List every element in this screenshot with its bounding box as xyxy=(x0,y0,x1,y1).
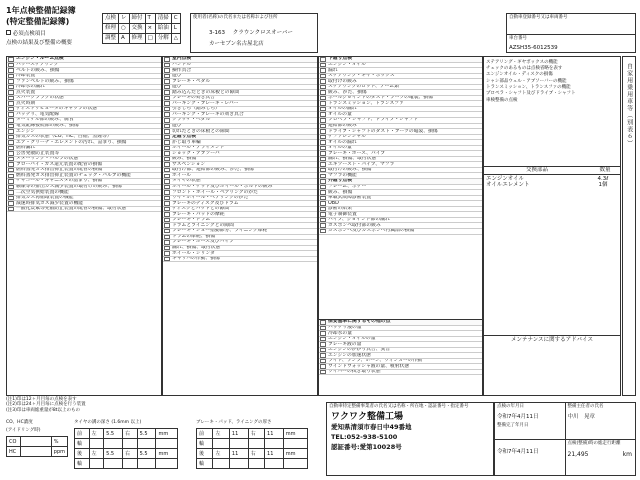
check-box[interactable] xyxy=(8,101,14,106)
checklist-label: ブローバイ・ガス還元装置の配管の損傷 xyxy=(16,162,103,167)
check-box[interactable] xyxy=(164,235,170,240)
chassis-number: AZSH35-6012539 xyxy=(509,45,558,51)
checklist-label: バッテリ液の量 xyxy=(328,325,362,330)
check-box[interactable] xyxy=(164,107,170,112)
check-box[interactable] xyxy=(320,74,326,79)
checklist-label: 操作具合 xyxy=(172,68,192,73)
checklist-label: ディストリビュータのキャップの状態 xyxy=(16,106,98,112)
check-box[interactable] xyxy=(8,68,14,73)
check-box[interactable] xyxy=(320,179,326,184)
inspect-date: 令和7年4月11日 xyxy=(497,414,539,421)
check-box[interactable] xyxy=(320,162,326,167)
check-box[interactable] xyxy=(164,63,170,68)
checklist-label: 踏み込んだときの床板との隙間 xyxy=(172,90,240,95)
legend-cell: A xyxy=(119,34,130,44)
checklist-label: エンジン・オイルの量 xyxy=(328,336,376,342)
legend-cell: ○ xyxy=(119,24,130,34)
check-box[interactable] xyxy=(164,207,170,212)
check-box[interactable] xyxy=(164,79,170,84)
brake-table: 前 左 11 右 11 mm 輪 後 左 11 右 11 mm 輪 xyxy=(196,428,308,469)
check-box[interactable] xyxy=(164,140,170,145)
brake-label: ブレーキ・パッド、ライニングの厚さ xyxy=(196,420,272,425)
check-box[interactable] xyxy=(164,190,170,195)
check-box[interactable] xyxy=(320,320,326,325)
co-hc-label: CO、HC濃度 xyxy=(6,420,33,425)
checklist-label: ブレーキのディスク及びドラム xyxy=(172,201,239,206)
check-box[interactable] xyxy=(164,157,170,162)
check-box[interactable] xyxy=(8,190,14,195)
checklist-label: ショック・アブソーバ xyxy=(172,151,220,156)
checklist-label: エア・クリーナ・エレメントの汚れ、詰まり、損傷 xyxy=(16,140,127,145)
check-box[interactable] xyxy=(8,107,14,112)
checklist-label: 緩み、損傷 xyxy=(172,156,197,162)
check-box[interactable] xyxy=(8,90,14,95)
check-box[interactable] xyxy=(8,179,14,184)
checklist-row xyxy=(163,257,317,263)
checklist-label: ブレーキ・ペダル xyxy=(172,79,211,84)
interior-column xyxy=(162,56,318,396)
check-box[interactable] xyxy=(320,174,326,179)
checklist-label: ステアリング・ギヤ・ボックス xyxy=(328,73,395,79)
legend-cell: 修理 xyxy=(129,34,145,44)
shop-address: 愛知県清須市春日中49番地 xyxy=(331,423,412,432)
checklist-label: 引きしろ（踏みしろ） xyxy=(172,106,220,112)
check-box[interactable] xyxy=(164,162,170,167)
check-box[interactable] xyxy=(320,331,326,336)
check-box[interactable] xyxy=(164,146,170,151)
checklist-label: エンジン・オイル xyxy=(328,62,366,67)
checklist-label: 漏れ xyxy=(328,68,338,73)
check-box[interactable] xyxy=(164,196,170,201)
legend-table xyxy=(102,13,181,44)
checklist-label: 切れたときの床板との隙間 xyxy=(172,129,230,134)
check-box[interactable] xyxy=(320,96,326,101)
check-box[interactable] xyxy=(8,63,14,68)
check-box[interactable] xyxy=(164,229,170,234)
checklist-label: 触媒等の排出ガス減少装置の取付けの緩み、損傷 xyxy=(16,184,122,189)
checklist-label: ホイール xyxy=(172,173,192,178)
check-box[interactable] xyxy=(320,353,326,358)
part-name: エンジンオイル xyxy=(486,175,524,182)
checklist-label: ブレーキ・ドラム xyxy=(172,217,211,223)
check-box[interactable] xyxy=(320,190,326,195)
check-box[interactable] xyxy=(8,96,14,101)
check-box[interactable] xyxy=(320,124,326,129)
side-title-box xyxy=(622,56,636,396)
checklist-label: 漏れ、損傷、取付状態 xyxy=(328,156,377,162)
checklist-label: 冷却装置 xyxy=(16,73,36,79)
checklist-label: サスペンション xyxy=(172,162,206,167)
check-box[interactable] xyxy=(8,74,14,79)
check-box[interactable] xyxy=(320,90,326,95)
document-title: 1年点検整備記録簿 xyxy=(6,6,76,15)
check-box[interactable] xyxy=(320,207,326,212)
check-box[interactable] xyxy=(320,359,326,364)
checklist-label: 点火装置 xyxy=(16,90,36,95)
legend-cell: 給油 xyxy=(155,24,171,34)
checklist-label: 冷却水の量 xyxy=(328,331,352,336)
checklist-label: ウインドウォッシャ液の量、噴射状態 xyxy=(328,364,410,369)
checklist-label: ブレーキ・パッドの摩耗 xyxy=(172,212,225,217)
check-box[interactable] xyxy=(8,196,14,201)
check-box[interactable] xyxy=(164,185,170,190)
check-box[interactable] xyxy=(8,174,14,179)
checklist-label: デファレンシャル xyxy=(328,134,366,140)
check-box[interactable] xyxy=(320,107,326,112)
checklist-label: チャコール・キャニスタの詰まり、損傷 xyxy=(16,179,103,184)
checklist-label: ブレーキ液の量 xyxy=(328,342,362,347)
checklist-label: オイルの量 xyxy=(328,145,352,151)
checklist-label: スパークプラグの状態 xyxy=(16,95,64,101)
checklist-label: パイプ、ジョイント部の漏れ xyxy=(328,217,390,223)
checklist-label: パワーステアリング xyxy=(16,62,59,67)
dates-box: 点検の年月日 令和7年4月11日 整備完了年月日 整備主任者の氏名 中川 晃章 令和7年4月11日 点検(整備)時の総走行距離 21,495 km xyxy=(494,402,636,476)
checklist-label: 保安基準に関するその他の点 xyxy=(328,320,391,325)
checklist-row xyxy=(319,229,482,235)
part-qty: 1個 xyxy=(598,182,608,189)
checklist-label: オイルの漏れ xyxy=(328,140,357,145)
check-box[interactable] xyxy=(164,129,170,134)
checklist-label: 点火時期 xyxy=(16,101,36,106)
part-qty: 4.3ℓ xyxy=(597,175,609,182)
check-box[interactable] xyxy=(8,201,14,206)
check-box[interactable] xyxy=(320,196,326,201)
checklist-label: ターミナル部の緩み、腐食 xyxy=(16,118,74,123)
legend-cell: 交換 xyxy=(129,24,145,34)
check-box[interactable] xyxy=(8,162,14,167)
summary-label: 点検の結果及び整備の概要 xyxy=(6,40,73,46)
checklist-label: リヤ・ホイール・ベアリングのがた xyxy=(172,195,249,201)
dealer-name: カーセブン名古屋北店 xyxy=(209,41,264,47)
shop-box: 自動車特定整備事業者の氏名又は名称・所在地・認証番号・指定番号 ワクワク整備工場 愛知県清須市春日中49番地 TEL:052-938-5100 認証番号:愛第10028号 xyxy=(326,402,494,476)
check-box[interactable] xyxy=(320,151,326,156)
check-box[interactable] xyxy=(8,85,14,90)
shop-tel: TEL:052-938-5100 xyxy=(331,432,398,441)
legend-cell: L xyxy=(171,24,180,34)
checklist-label: 遊び xyxy=(172,84,182,90)
footnote-line: (注3)印は車両総重量が8t以上のもの xyxy=(6,407,81,413)
checklist-label: 排気ガスの状態（CO、HC、白煙、黒煙等） xyxy=(16,134,112,140)
check-box[interactable] xyxy=(320,342,326,347)
checklist-label: ドラムとライニングとの隙間 xyxy=(172,223,234,228)
legend-cell: 点検 xyxy=(103,14,119,24)
part-name: オイルエレメント xyxy=(486,182,530,189)
check-box[interactable] xyxy=(320,129,326,134)
checklist-label: 外廻り点検 xyxy=(328,179,352,184)
checklist-label: ブレーキ・ホース及びパイプ xyxy=(172,240,234,245)
tire-table: 前 左 5.5 右 5.5 mm 輪 後 左 5.5 右 5.5 mm 輪 xyxy=(74,428,178,469)
checklist-label: 下廻り点検 xyxy=(328,57,352,62)
check-box[interactable] xyxy=(8,79,14,84)
check-box[interactable] xyxy=(320,326,326,331)
checklist-label: ライト、ランプ、ホーン、ウィンカーの作動 xyxy=(328,358,423,364)
checklist-label: 取付けの緩み xyxy=(328,79,357,84)
note-item: シャシ部品ウェル・アブソーバーの機能 xyxy=(486,78,567,84)
checklist-label: エンジン xyxy=(16,129,35,134)
checklist-label: ディスクとパッドとの隙間 xyxy=(172,206,230,212)
checklist-label: ガスボンベ及びガスボンベ付属品の損傷 xyxy=(328,228,415,234)
check-box[interactable] xyxy=(320,135,326,140)
check-box[interactable] xyxy=(320,79,326,84)
advice-header: メンテナンスに関するアドバイス xyxy=(484,335,620,345)
check-box[interactable] xyxy=(320,157,326,162)
shop-cert: 認証番号:愛第10028号 xyxy=(331,442,402,451)
checklist-label: フロント・ホイール・ベアリングのがた xyxy=(172,190,258,195)
underbody-column xyxy=(318,56,483,396)
checklist-label: タイヤの状態 xyxy=(172,179,201,184)
checklist-label: 減速時排気ガス減少装置の機能 xyxy=(16,201,84,206)
legend-cell: 分解 xyxy=(155,34,171,44)
check-box[interactable] xyxy=(164,90,170,95)
complete-date: 令和7年4月11日 xyxy=(497,449,539,455)
checklist-label: クラッチ・ペダル xyxy=(172,118,211,123)
check-box[interactable] xyxy=(320,68,326,73)
check-box[interactable] xyxy=(164,174,170,179)
check-box[interactable] xyxy=(164,223,170,228)
check-box[interactable] xyxy=(164,212,170,217)
check-box[interactable] xyxy=(8,168,14,173)
odometer: 21,495 km xyxy=(567,451,632,459)
check-box[interactable] xyxy=(8,151,14,156)
check-box[interactable] xyxy=(8,57,14,62)
check-box[interactable] xyxy=(164,257,170,262)
registration-box: 自動車登録番号又は車両番号 車台番号 AZSH35-6012539 xyxy=(506,13,636,53)
legend-cell: △ xyxy=(171,34,180,44)
footnote-line: (注1)印は12ヶ月目毎の点検を表す xyxy=(6,397,77,402)
check-box[interactable] xyxy=(164,246,170,251)
checklist-row xyxy=(319,370,482,376)
qty-header: 数量 xyxy=(599,167,611,173)
checklist-label: バッテリ、電気配線 xyxy=(16,112,59,117)
check-box[interactable] xyxy=(164,85,170,90)
checklist-label: 排気ガス再循環装置の機能 xyxy=(16,195,74,201)
check-box[interactable] xyxy=(8,207,14,212)
checklist-label: 緩み、がた、損傷 xyxy=(328,90,367,95)
checklist-label: ホイール・アライメント xyxy=(172,145,225,151)
checklist-label: 二次空気供給装置の機能 xyxy=(16,190,69,195)
checklist-label: ドライブ・シャフトのダスト・ブーツの亀裂、損傷 xyxy=(328,129,438,134)
check-box[interactable] xyxy=(320,57,326,62)
check-box[interactable] xyxy=(320,118,326,123)
check-box[interactable] xyxy=(164,118,170,123)
checklist-label: 連結部の緩み xyxy=(328,123,357,128)
checklist-label: 遊び xyxy=(172,123,182,128)
check-box[interactable] xyxy=(164,68,170,73)
checklist-label: 取付けの緩み、損傷 xyxy=(328,167,372,173)
legend-cell: 締付 xyxy=(129,14,145,24)
check-box[interactable] xyxy=(320,223,326,228)
check-box[interactable] xyxy=(164,74,170,79)
check-box[interactable] xyxy=(320,112,326,117)
check-box[interactable] xyxy=(164,201,170,206)
checklist-label: 車載式故障診断装置 xyxy=(328,195,372,201)
document-subtitle: (特定整備記録簿) xyxy=(6,17,70,26)
checklist-label: ホイール・シリンダ xyxy=(172,251,215,256)
check-box[interactable] xyxy=(164,168,170,173)
checklist-label: 診断の結果 xyxy=(328,206,352,212)
note-item: トランスミッション、トランスファの機能 xyxy=(486,85,571,91)
check-box[interactable] xyxy=(164,135,170,140)
checklist-label: トランスミッション、トランスファ xyxy=(328,101,404,106)
check-box[interactable] xyxy=(320,348,326,353)
legend-cell: 調整 xyxy=(103,34,119,44)
legend-cell: C xyxy=(171,14,180,24)
checklist-label: ブレーキの効き具合 xyxy=(172,95,215,101)
checklist-label: 燃料漏れ xyxy=(16,145,36,151)
check-box[interactable] xyxy=(164,151,170,156)
part-row xyxy=(486,182,618,189)
co-hc-table: CO % HC ppm xyxy=(6,436,68,457)
checklist-label: エンジンのかかり具合、異音 xyxy=(328,347,391,353)
footnotes xyxy=(6,397,316,413)
checklist-label: エンジン・ルーム点検 xyxy=(16,57,64,62)
checklist-label: かじ取り車輪 xyxy=(172,140,201,145)
checklist-label: ベルトの緩み、損傷 xyxy=(16,68,60,73)
notes-column xyxy=(483,56,621,396)
checklist-label: メターリング・バルブの状態 xyxy=(16,156,79,162)
checklist-label: フレーム、ボデー xyxy=(328,184,367,189)
check-box[interactable] xyxy=(320,146,326,151)
check-box[interactable] xyxy=(164,124,170,129)
check-box[interactable] xyxy=(8,124,14,129)
check-box[interactable] xyxy=(320,201,326,206)
check-box[interactable] xyxy=(164,96,170,101)
checklist-label: パーキング・ブレーキの効き具合 xyxy=(172,112,244,117)
check-box[interactable] xyxy=(320,140,326,145)
check-box[interactable] xyxy=(320,337,326,342)
tire-label: タイヤの溝の深さ (1.6mm 以上) xyxy=(74,420,142,425)
legend-cell: × xyxy=(145,24,155,34)
model-code: 3-163 xyxy=(209,30,225,36)
legend-cell: □ xyxy=(145,34,155,44)
checklist-label: 緩み、損傷 xyxy=(328,190,353,195)
checklist-label: 電子制御装置 xyxy=(328,212,357,217)
note-item: ステアリング・ギヤボックスの機能 xyxy=(486,59,558,65)
manager-name: 中川 晃章 xyxy=(567,414,596,421)
check-box[interactable] xyxy=(164,240,170,245)
required-note: 必須点検項目 xyxy=(6,30,46,38)
checklist-row xyxy=(7,207,161,213)
check-box[interactable] xyxy=(164,179,170,184)
checklist-label: エキゾースト・パイプ、マフラ xyxy=(328,162,395,167)
checklist-label: 燃料蒸発ガス排出抑止装置の配管の損傷 xyxy=(16,167,103,173)
shop-name: ワクワク整備工場 xyxy=(331,412,404,423)
legend-cell: 修理 xyxy=(103,24,119,34)
engine-room-column xyxy=(6,56,162,396)
note-item: チェックのあるものは点検省略を表す xyxy=(486,65,563,71)
checklist-label: 室内点検 xyxy=(172,57,192,62)
checklist-label: ファンベルトの緩み、損傷 xyxy=(16,79,74,84)
checklist-label: ハンドル xyxy=(172,62,192,67)
checklist-label: パーキング・ブレーキ・レバー xyxy=(172,101,239,106)
checklist-label: ボールジョイントのダスト・ブーツの亀裂、損傷 xyxy=(328,95,433,101)
checklist-label: 電気配線接続部の緩み、損傷 xyxy=(16,123,79,128)
check-box[interactable] xyxy=(320,85,326,90)
check-box[interactable] xyxy=(8,135,14,140)
note-item: エンジンオイル・ディスクの損傷 xyxy=(486,72,553,78)
checklist-label: 取付け部、連結部の緩み、がた、損傷 xyxy=(172,167,254,173)
check-box[interactable] xyxy=(8,129,14,134)
check-box[interactable] xyxy=(164,57,170,62)
checklist-label: ドラムの摩耗、損傷 xyxy=(172,234,216,239)
parts-header: 交換部品 xyxy=(525,167,548,173)
checklist-label: 漏れ、損傷、取付状態 xyxy=(172,245,221,250)
checklist-label: ワイパーの拭き取り状態 xyxy=(328,369,381,375)
check-box[interactable] xyxy=(164,101,170,106)
checklist-label: 公害発散防止装置等 xyxy=(16,151,60,156)
user-box: 使用者(名称)の氏名または名称および住所 3-163 クラウンクロスオーバー カーセブン名古屋北店 xyxy=(190,13,318,53)
checklist-label: キャリパの作動、損傷 xyxy=(172,256,220,262)
check-box[interactable] xyxy=(8,118,14,123)
check-box[interactable] xyxy=(320,229,326,234)
note-item: プロペラ・シャフト及びドライブ・シャフト xyxy=(486,91,576,97)
checklist-label: 一酸化炭素等発散防止装置の配管の損傷、取付状態 xyxy=(16,206,127,212)
check-box[interactable] xyxy=(320,101,326,106)
check-box[interactable] xyxy=(164,218,170,223)
check-box[interactable] xyxy=(8,146,14,151)
check-box[interactable] xyxy=(320,364,326,369)
checklist-label: ガスボンベ取付部の緩み xyxy=(328,223,381,228)
checklist-label: マフラの機能 xyxy=(328,173,357,178)
checklist-label: ステアリングのロッド、アーム類 xyxy=(328,84,399,90)
checklist-label: 遊び xyxy=(172,73,182,79)
checklist-label: ホイール・ナット及びホイール・ボルトの緩み xyxy=(172,184,273,189)
check-box[interactable] xyxy=(320,218,326,223)
footnote-line: (注2)印は24ヶ月目毎に点検を行う装置 xyxy=(6,402,86,408)
checklist-label: プロペラ・シャフト、ドライブ・シャフト xyxy=(328,118,419,123)
checklist-label: ブレーキ・ホース、パイプ xyxy=(328,151,386,156)
legend-cell: レ xyxy=(119,14,130,24)
checklist-label: OBD xyxy=(328,201,339,206)
check-box[interactable] xyxy=(320,168,326,173)
co-hc-sub: (アイドリング時) xyxy=(6,428,41,433)
legend-cell: 清掃 xyxy=(155,14,171,24)
side-title: 自家用乗用車等（別表６） xyxy=(625,63,633,147)
checklist-label: オイルの量 xyxy=(328,112,352,117)
check-box[interactable] xyxy=(320,212,326,217)
checklist-label: 足廻り点検 xyxy=(172,134,196,140)
checklist-label: 燃料蒸発ガス排出抑止装置のチェック・バルブの機能 xyxy=(16,173,131,178)
checklist-label: ブレーキ・シュー摺動部分、ライニング摩耗 xyxy=(172,228,268,234)
checklist-label: 冷却水の漏れ xyxy=(16,84,45,90)
checklist-label: エンジンの加速状態 xyxy=(328,353,371,358)
vehicle-name: クラウンクロスオーバー xyxy=(232,30,293,36)
check-box[interactable] xyxy=(164,112,170,117)
check-box[interactable] xyxy=(8,112,14,117)
legend-cell: T xyxy=(145,14,155,24)
checklist-label: オイルの漏れ xyxy=(328,106,357,112)
check-box[interactable] xyxy=(8,140,14,145)
check-box[interactable] xyxy=(8,157,14,162)
check-box[interactable] xyxy=(320,185,326,190)
check-box[interactable] xyxy=(164,251,170,256)
note-item: 車検整備の点検 xyxy=(486,97,518,103)
check-box[interactable] xyxy=(320,63,326,68)
check-box[interactable] xyxy=(8,185,14,190)
check-box[interactable] xyxy=(320,370,326,375)
